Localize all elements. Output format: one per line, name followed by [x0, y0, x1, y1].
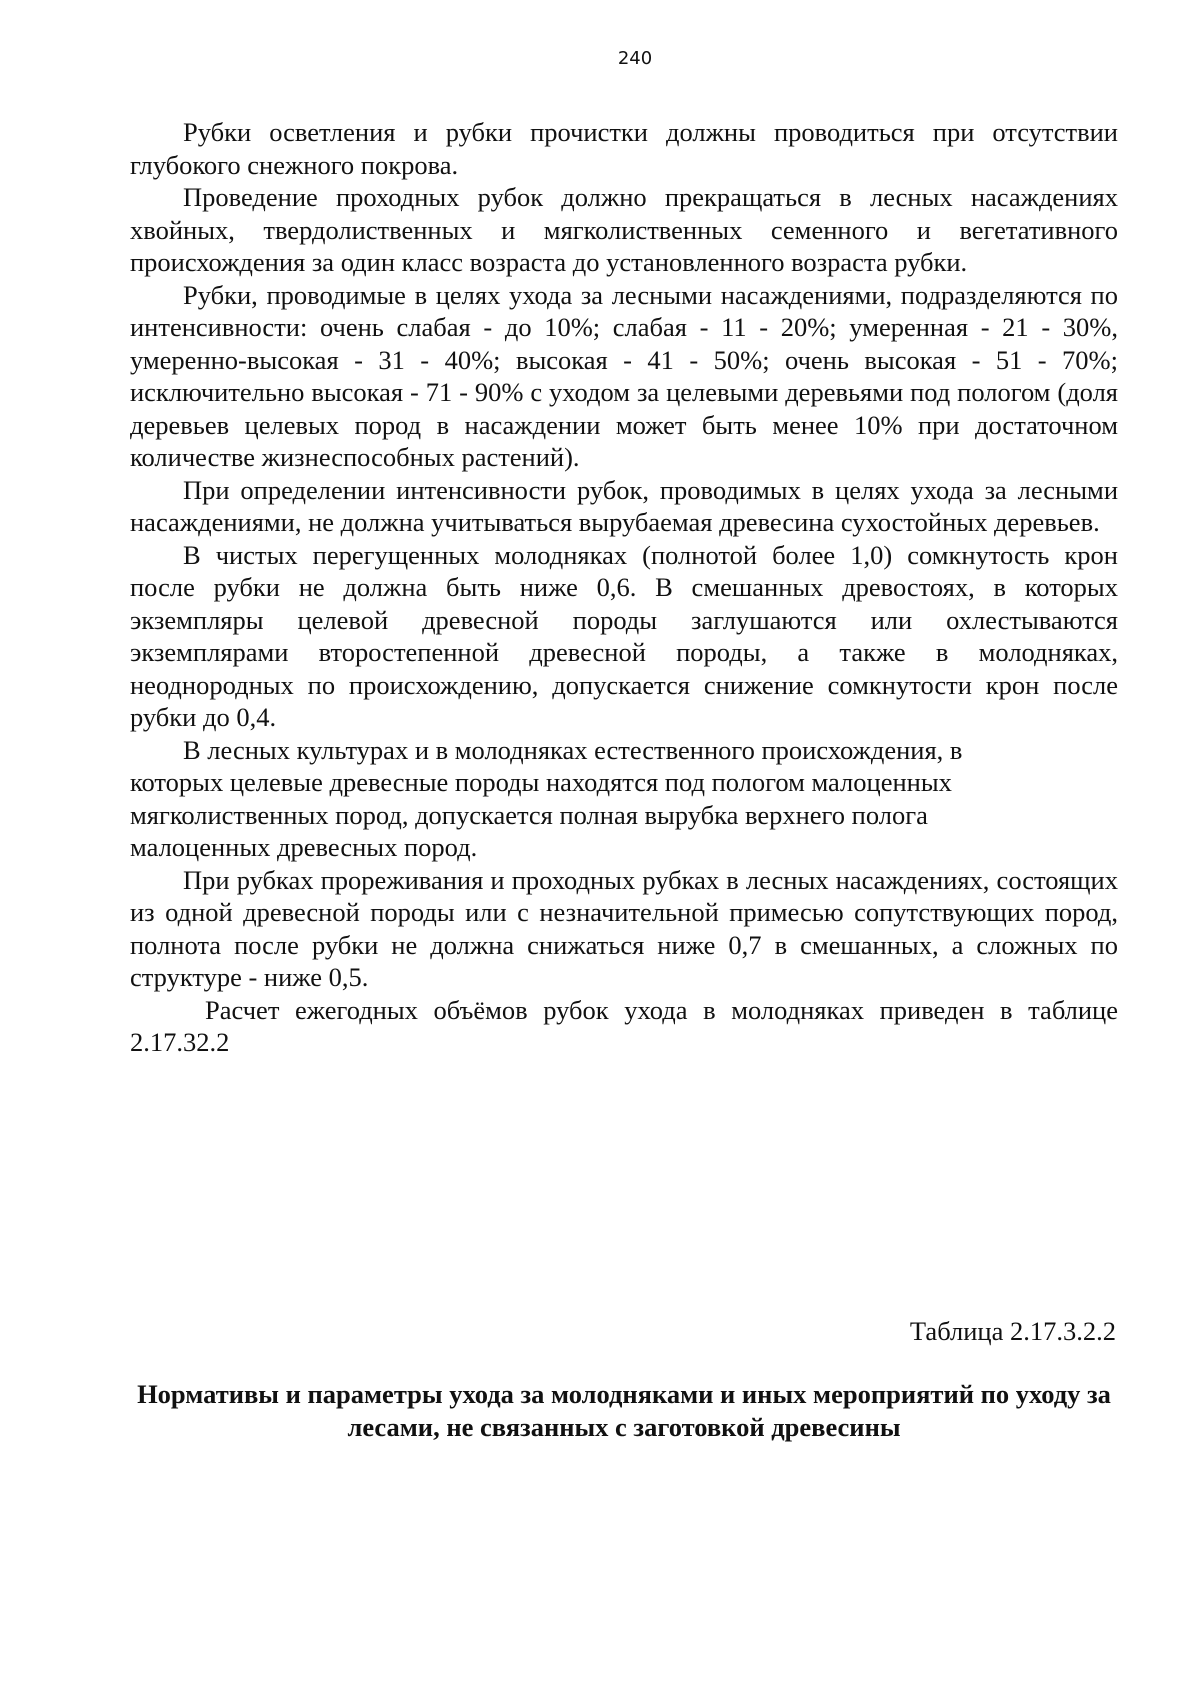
- table-caption: Таблица 2.17.3.2.2: [909, 1316, 1116, 1346]
- paragraph-winter-cuttings: Рубки осветления и рубки прочистки должны проводиться при отсутствии глубокого снежного покрова.: [130, 117, 1118, 180]
- table-title: Нормативы и параметры ухода за молодняками и иных мероприятий по уходу за лесами, не связанных с заготовкой древесины: [137, 1379, 1111, 1442]
- page-number: 240: [617, 48, 653, 69]
- paragraph-stand-density: При рубках прореживания и проходных рубках в лесных насаждениях, состоящих из одной древесной породы или с незначительной примесью сопутствующих пород, полнота после рубки не должна снижаться ниже 0,7 в смешанных, а сложных по структуре - ниже 0,5.: [130, 864, 1118, 992]
- paragraph-dead-wood: При определении интенсивности рубок, проводимых в целях ухода за лесными насаждениями, не должна учитываться вырубаемая древесина сухостойных деревьев.: [130, 474, 1118, 537]
- paragraph-canopy-closure: В чистых перегущенных молодняках (полнотой более 1,0) сомкнутость крон после рубки не должна быть ниже 0,6. В смешанных древостоях, в которых экземпляры целевой древесной породы заглушаются или охлестываются экземплярами второстепенной древесной породы, а также в молодняках, неоднородных по происхождению, допускается снижение сомкнутости крон после рубки до 0,4.: [130, 539, 1118, 732]
- body-text: [130, 116, 1118, 1059]
- paragraph-thinning-stop: Проведение проходных рубок должно прекращаться в лесных насаждениях хвойных, твердолиственных и мягколиственных семенного и вегетативного происхождения за один класс возраста до установленного возраста рубки.: [130, 182, 1118, 277]
- paragraph-table-reference: Расчет ежегодных объёмов рубок ухода в молодняках приведен в таблице 2.17.32.2: [130, 994, 1118, 1057]
- paragraph-intensity: Рубки, проводимые в целях ухода за лесными насаждениями, подразделяются по интенсивности: очень слабая - до 10%; слабая - 11 - 20%; умеренная - 21 - 30%, умеренно-высокая - 31 - 40%; высокая - 41 - 50%; очень высокая - 51 - 70%; исключительно высокая - 71 - 90% с уходом за целевыми деревьями под пологом (доля деревьев целевых пород в насаждении может быть менее 10% при достаточном количестве жизнеспособных растений).: [130, 279, 1118, 472]
- paragraph-upper-canopy: В лесных культурах и в молодняках естественного происхождения, в которых целевые древесные породы находятся под пологом малоценных мягколиственных пород, допускается полная вырубка верхнего полога малоценных древесных пород.: [130, 734, 963, 862]
